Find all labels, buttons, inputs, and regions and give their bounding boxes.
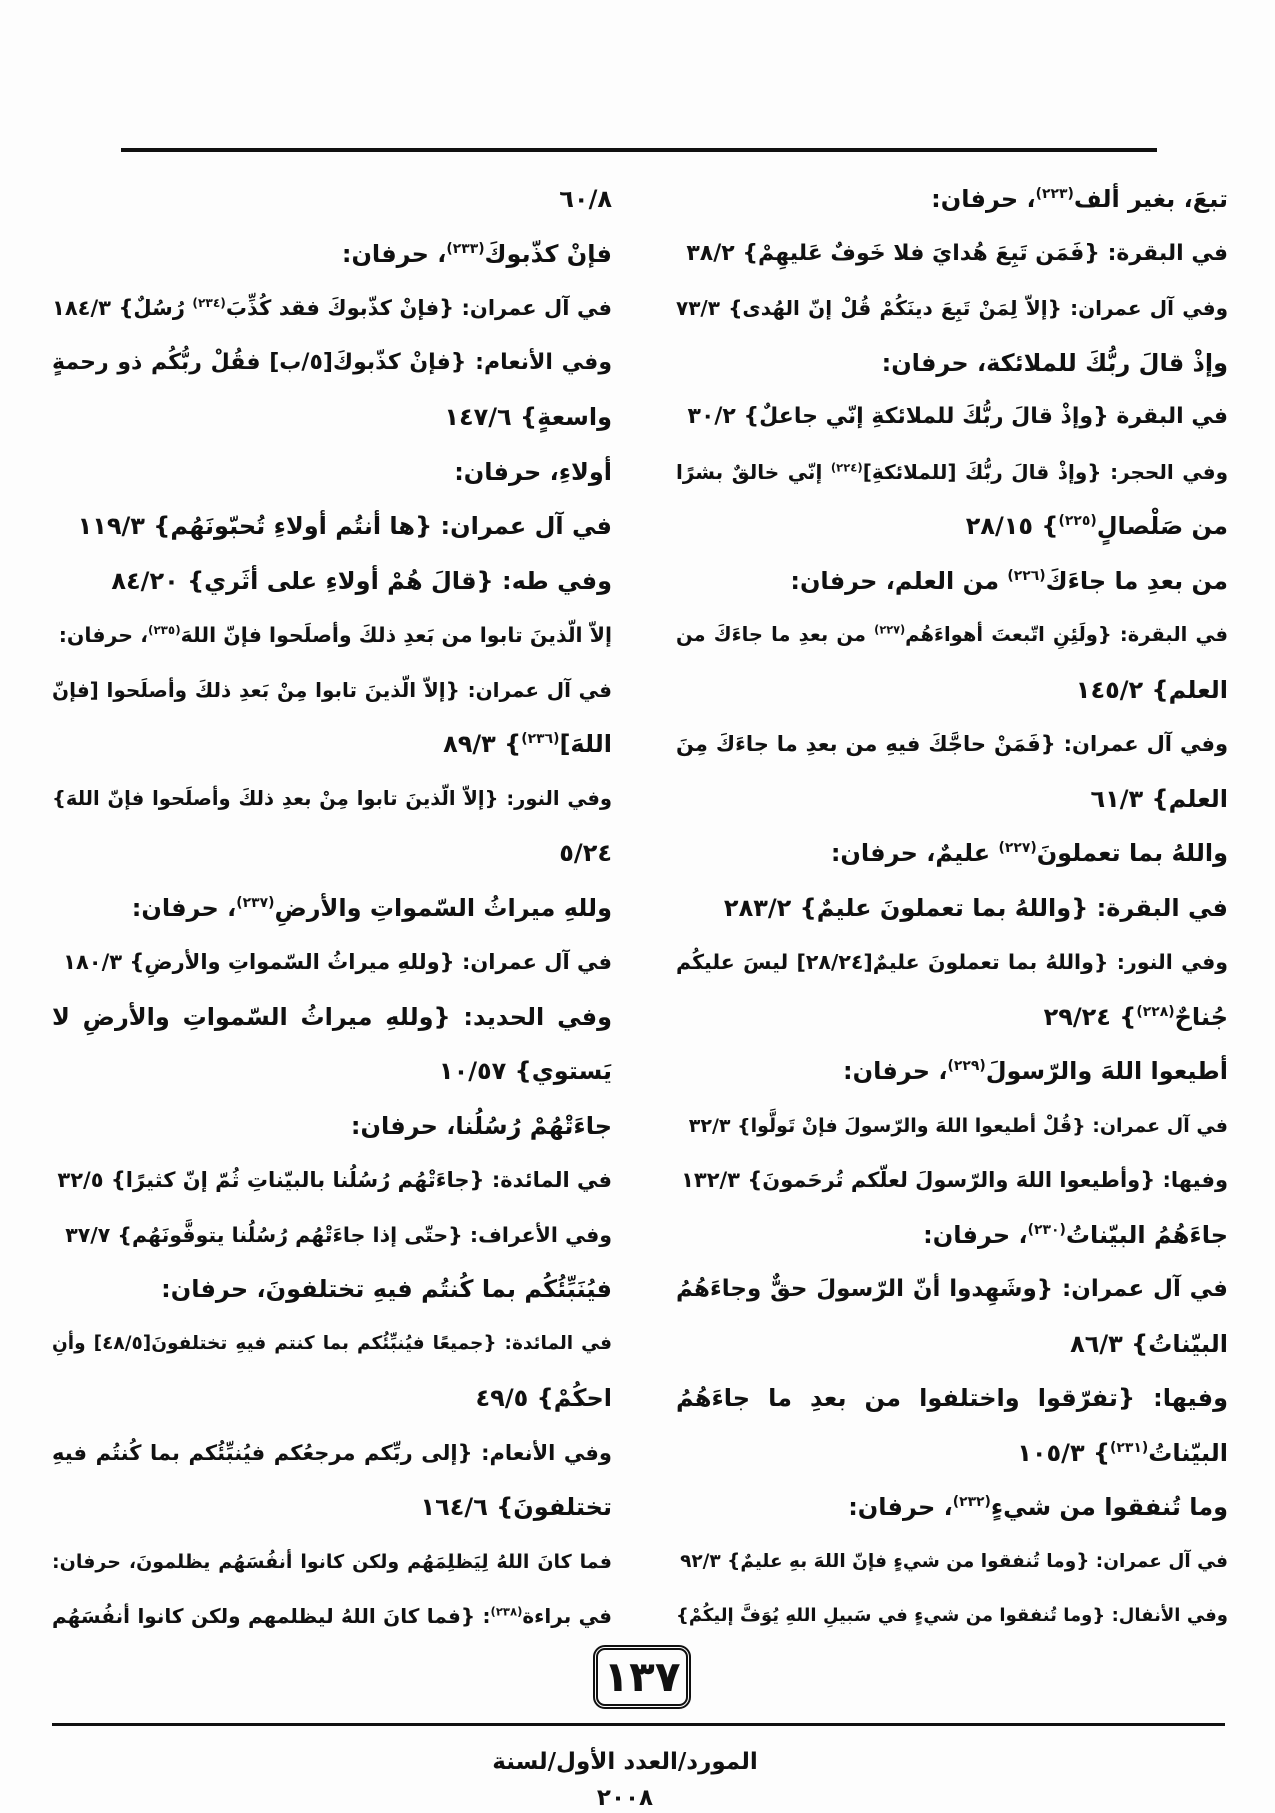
text-line	[52, 445, 612, 500]
footnote-marker: (٢٢٩)	[947, 1058, 986, 1074]
line-text: في آل عمران: {ها أنتُم أولاءِ تُحبّونَهُم} ١١٩/٣	[77, 512, 612, 540]
bottom-rule	[52, 1723, 1225, 1726]
line-text: وفي آل عمران: {إلاّ لِمَنْ تَبِعَ دينَكُمْ قُلْ إنّ الهُدى} ٧٣/٣	[676, 296, 1228, 320]
text-line	[676, 1262, 1228, 1317]
text-line	[676, 1589, 1228, 1644]
text-line	[52, 608, 612, 663]
text-line	[676, 1153, 1228, 1208]
line-text: في المائدة: {جاءَتْهُم رُسُلُنا بالبيّناتِ ثُمّ إنّ كثيرًا} ٣٢/٥	[57, 1168, 612, 1192]
line-text: أطيعوا اللهَ والرّسولَ	[985, 1057, 1228, 1085]
text-line	[52, 772, 612, 827]
footnote-marker: (٢٢٤)	[830, 459, 863, 474]
footnote-marker: (٢٢٨)	[1136, 1003, 1175, 1020]
line-text: في آل عمران: {وشَهِدوا أنّ الرّسولَ حقٌّ وجاءَهُمُ	[676, 1276, 1228, 1302]
line-text: في براءة	[522, 1604, 612, 1628]
line-text: جُناحٌ	[1174, 1002, 1228, 1031]
text-line	[676, 227, 1228, 282]
text-line	[676, 772, 1228, 827]
text-line	[676, 1317, 1228, 1372]
text-line	[52, 499, 612, 554]
text-line	[676, 336, 1228, 391]
text-line	[676, 663, 1228, 718]
line-text: وفي الأعراف: {حتّى إذا جاءَتْهُم رُسُلُنا يتوفَّونَهُم} ٣٧/٧	[65, 1222, 612, 1247]
text-line	[52, 227, 612, 282]
line-text: وفي طه: {قالَ هُمْ أولاءِ على أثَري} ٨٤/٢٠	[111, 566, 612, 595]
footer-citation: المورد/العدد الأول/لسنة ٢٠٠٨	[492, 1749, 758, 1811]
footnote-marker: (٢٣٥)	[148, 623, 181, 638]
text-line	[676, 1426, 1228, 1481]
line-text: في البقرة: {واللهُ بما تعملونَ عليمٌ} ٢٨٣/٢	[723, 893, 1228, 922]
line-text: وفي الحجر: {وإذْ قالَ ربُّكَ [للملائكةِ]	[862, 459, 1228, 484]
line-text: فيُنَبِّئُكُم بما كُنتُم فيهِ تختلفونَ، حرفان:	[161, 1275, 612, 1303]
text-line	[676, 990, 1228, 1045]
footnote-marker: (٢٣٦)	[521, 731, 560, 747]
text-line	[52, 1262, 612, 1317]
text-line	[52, 1535, 612, 1590]
line-text: البيّناتُ	[1148, 1438, 1228, 1467]
line-text: وللهِ ميراثُ السّمواتِ والأرضِ	[274, 893, 612, 922]
text-line	[52, 336, 612, 391]
text-line	[52, 1480, 612, 1535]
text-line	[676, 172, 1228, 227]
text-line	[52, 281, 612, 336]
line-text: في المائدة: {جميعًا فيُنبِّئُكم بما كنتم فيهِ تختلفونَ[٤٨/٥] وأنِ	[52, 1332, 612, 1354]
footnote-marker: (٢٢٦)	[1007, 567, 1046, 584]
line-text: } ١٠٥/٣	[1017, 1438, 1111, 1467]
footnote-marker: (٢٣٢)	[952, 1494, 991, 1510]
line-text: ، حرفان:	[341, 239, 447, 268]
line-text: في البقرة: {ولَئِنِ اتّبعتَ أهواءَهُم	[905, 623, 1228, 646]
line-text: ، حرفان:	[131, 893, 237, 922]
text-line	[676, 717, 1228, 772]
text-line	[52, 1153, 612, 1208]
line-text: عليمٌ، حرفان:	[830, 839, 999, 867]
text-line	[676, 1044, 1228, 1099]
text-line	[676, 881, 1228, 936]
text-line	[52, 881, 612, 936]
line-text: من بعدِ ما جاءَكَ	[1045, 566, 1228, 595]
line-text: وفي الأنعام: {إلى ربِّكم مرجعُكم فيُنبِّئُكم بما كُنتُم فيهِ	[52, 1440, 612, 1465]
line-text: وإذْ قالَ ربُّكَ للملائكة، حرفان:	[881, 348, 1228, 377]
line-text: فما كانَ اللهُ لِيَظلِمَهُم ولكن كانوا أنفُسَهُم يظلمونَ، حرفان:	[52, 1550, 612, 1573]
line-text: من بعدِ ما جاءَكَ من	[676, 623, 875, 646]
text-line	[52, 717, 612, 772]
text-line	[52, 390, 612, 445]
line-text: من العلم، حرفان:	[790, 566, 1008, 595]
line-text: ، حرفان:	[58, 623, 148, 647]
line-text: ٥/٢٤	[559, 839, 612, 867]
line-text: ، حرفان:	[848, 1493, 953, 1521]
line-text: : {فما كانَ اللهُ ليظلمهم ولكن كانوا أنفُسَهُم	[52, 1604, 491, 1628]
text-line	[676, 826, 1228, 881]
line-text: ، حرفان:	[931, 185, 1036, 213]
line-text: العلم} ٦١/٣	[1090, 784, 1228, 813]
text-line	[52, 1208, 612, 1263]
line-text: العلم} ١٤٥/٢	[1075, 675, 1228, 704]
line-text: وفي النور: {واللهُ بما تعملونَ عليمٌ[٢٨/٢٤] ليسَ عليكُم	[676, 950, 1228, 974]
footnote-marker: (٢٢٣)	[1035, 186, 1074, 202]
footnote-marker: (٢٣٤)	[192, 296, 226, 310]
line-text: احكُمْ} ٤٩/٥	[475, 1384, 612, 1412]
line-text: وما تُنفقوا من شيءٍ	[990, 1493, 1228, 1521]
line-text: في آل عمران: {وللهِ ميراثُ السّمواتِ والأرضِ} ١٨٠/٣	[63, 950, 612, 974]
top-rule	[121, 148, 1157, 152]
text-line	[676, 935, 1228, 990]
text-line	[52, 1589, 612, 1644]
text-line	[52, 554, 612, 609]
footnote-marker: (٢٢٧)	[874, 623, 906, 637]
line-text: واللهُ بما تعملونَ	[1036, 839, 1228, 867]
line-text: } ٨٩/٣	[443, 730, 522, 758]
line-text: من صَلْصالٍ	[1096, 512, 1228, 540]
line-text: جاءَهُمُ البيّناتُ	[1065, 1220, 1228, 1249]
footnote-marker: (٢٢٧)	[998, 840, 1037, 856]
text-line	[52, 1426, 612, 1481]
line-text: إلاّ الّذينَ تابوا من بَعدِ ذلكَ وأصلَحوا فإنّ اللهَ	[180, 623, 612, 647]
line-text: وفي آل عمران: {فَمَنْ حاجَّكَ فيهِ من بعدِ ما جاءَكَ مِنَ	[676, 732, 1228, 756]
text-line	[52, 826, 612, 881]
footnote-marker: (٢٣٣)	[446, 240, 485, 257]
line-text: واسعةٍ} ١٤٧/٦	[444, 403, 612, 431]
line-text: ٦٠/٨	[559, 185, 612, 213]
line-text: وفي النور: {إلاّ الّذينَ تابوا مِنْ بعدِ ذلكَ وأصلَحوا فإنّ اللهَ}	[52, 786, 612, 810]
footnote-marker: (٢٣٠)	[1027, 1221, 1066, 1238]
line-text: اللهَ]	[559, 730, 612, 758]
text-line	[52, 172, 612, 227]
line-text: ، حرفان:	[842, 1057, 948, 1085]
line-text: } ٢٨/١٥	[965, 512, 1059, 540]
text-line	[52, 663, 612, 718]
footnote-marker: (٢٢٥)	[1058, 513, 1097, 529]
text-line	[676, 1371, 1228, 1426]
line-text: تختلفونَ} ١٦٤/٦	[420, 1493, 612, 1521]
text-line	[676, 281, 1228, 336]
footnote-marker: (٢٣٧)	[236, 894, 275, 911]
line-text: أولاءِ، حرفان:	[454, 457, 612, 486]
line-text: وفيها: {تفرّقوا واختلفوا من بعدِ ما جاءَهُمُ	[676, 1384, 1228, 1412]
page-number-box	[593, 1645, 691, 1709]
line-text: في البقرة {وإذْ قالَ ربُّكَ للملائكةِ إنّي جاعلٌ} ٣٠/٢	[687, 404, 1228, 429]
text-line	[52, 1099, 612, 1154]
line-text: في آل عمران: {فإنْ كذّبوكَ فقد كُذِّبَ	[225, 296, 612, 320]
page-number: ١٣٧	[603, 1652, 681, 1701]
footnote-marker: (٢٣١)	[1110, 1439, 1149, 1456]
line-text: البيّناتُ} ٨٦/٣	[1070, 1329, 1228, 1358]
line-text: في البقرة: {فَمَن تَبِعَ هُدايَ فلا خَوفٌ عَليهِمْ} ٣٨/٢	[686, 240, 1228, 266]
line-text: } ٢٩/٢٤	[1043, 1002, 1137, 1031]
text-line	[676, 608, 1228, 663]
text-line	[676, 554, 1228, 609]
line-text: في آل عمران: {وما تُنفقوا من شيءٍ فإنّ اللهَ بهِ عليمٌ} ٩٢/٣	[680, 1550, 1228, 1572]
text-line	[676, 1480, 1228, 1535]
line-text: فإنْ كذّبوكَ	[484, 239, 612, 268]
line-text: وفي الأنفال: {وما تُنفقوا من شيءٍ في سَبيلِ اللهِ يُوَفَّ إليكُمْ}	[676, 1605, 1228, 1626]
text-line	[676, 499, 1228, 554]
text-line	[52, 1371, 612, 1426]
text-line	[52, 1317, 612, 1372]
text-line	[52, 935, 612, 990]
line-text: جاءَتْهُمْ رُسُلُنا، حرفان:	[350, 1111, 612, 1140]
text-line	[52, 1044, 612, 1099]
left-column	[52, 172, 612, 1644]
text-line	[676, 1535, 1228, 1590]
text-line	[676, 1208, 1228, 1263]
text-line	[676, 1099, 1228, 1154]
line-text: ، حرفان:	[923, 1220, 1028, 1249]
footnote-marker: (٢٣٨)	[490, 1604, 523, 1619]
line-text: رُسُلٌ} ١٨٤/٣	[52, 296, 193, 320]
line-text: في آل عمران: {قُلْ أطيعوا اللهَ والرّسولَ فإنْ تَولَّوا} ٣٢/٣	[688, 1114, 1228, 1137]
line-text: وفي الأنعام: {فإنْ كذّبوكَ[٥/ب] فقُلْ ربُّكُم ذو رحمةٍ	[52, 349, 612, 375]
text-line	[52, 990, 612, 1045]
line-text: إنّي خالقٌ بشرًا	[676, 459, 831, 484]
line-text: يَستوي} ١٠/٥٧	[438, 1057, 612, 1085]
right-column	[676, 172, 1228, 1644]
line-text: تبعَ، بغير ألف	[1073, 185, 1228, 213]
line-text: في آل عمران: {إلاّ الّذينَ تابوا مِنْ بَعدِ ذلكَ وأصلَحوا [فإنّ	[52, 677, 612, 702]
line-text: وفي الحديد: {وللهِ ميراثُ السّمواتِ والأرضِ لا	[52, 1002, 612, 1031]
text-line	[676, 390, 1228, 445]
line-text: وفيها: {وأطيعوا اللهَ والرّسولَ لعلّكم تُرحَمونَ} ١٣٢/٣	[681, 1168, 1228, 1192]
text-line	[676, 445, 1228, 500]
